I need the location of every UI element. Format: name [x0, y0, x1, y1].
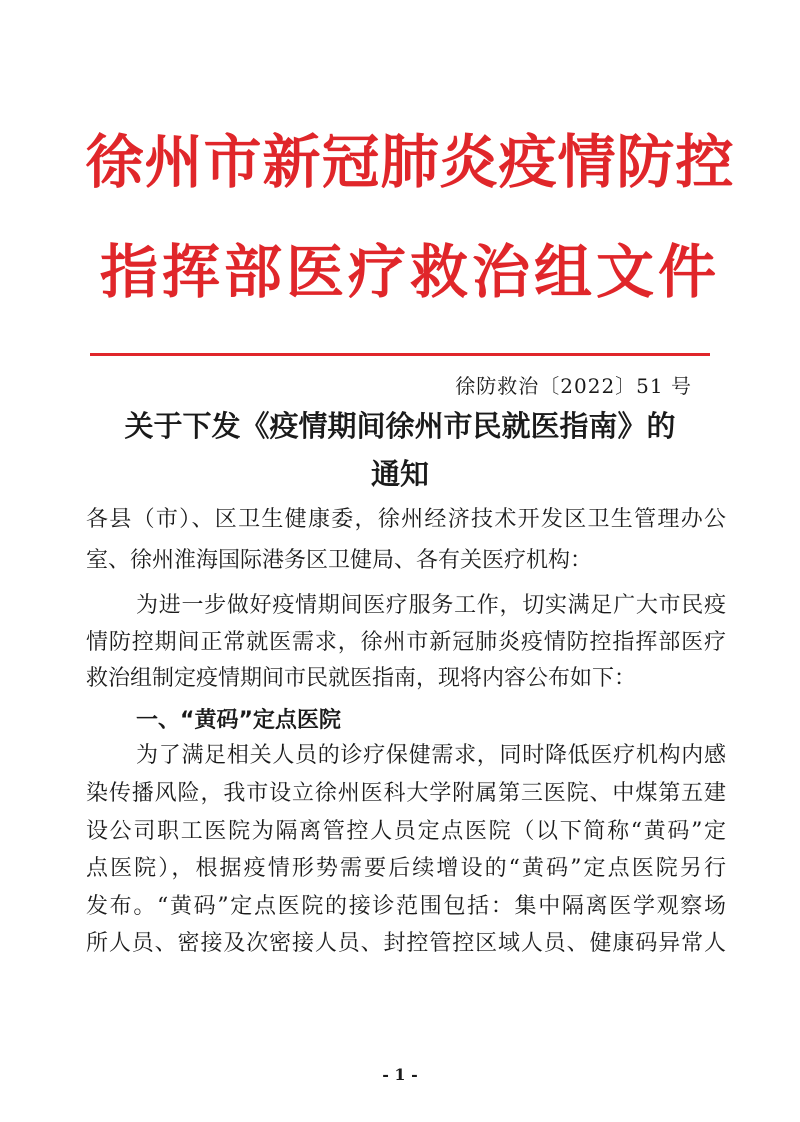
- red-header-rule: [90, 353, 710, 356]
- section1-paragraph-line: 为了满足相关人员的诊疗保健需求，同时降低医疗机构内感: [136, 743, 726, 768]
- intro-paragraph-line: 为进一步做好疫情期间医疗服务工作，切实满足广大市民疫: [136, 593, 726, 618]
- section1-paragraph-line: 点医院），根据疫情形势需要后续增设的“黄码”定点医院另行: [86, 856, 726, 881]
- section1-paragraph-line: 设公司职工医院为隔离管控人员定点医院（以下简称“黄码”定: [86, 819, 726, 844]
- notice-title-line1: 关于下发《疫情期间徐州市民就医指南》的: [124, 409, 676, 443]
- section1-paragraph-line: 所人员、密接及次密接人员、封控管控区域人员、健康码异常人: [86, 931, 726, 956]
- document-header-title-line1: 徐州市新冠肺炎疫情防控: [85, 128, 735, 196]
- section1-paragraph-line: 发布。“黄码”定点医院的接诊范围包括：集中隔离医学观察场: [86, 894, 726, 919]
- addressee-line: 各县（市）、区卫生健康委，徐州经济技术开发区卫生管理办公: [86, 507, 726, 532]
- page-number: - 1 -: [382, 1065, 418, 1084]
- addressee-line: 室、徐州淮海国际港务区卫健局、各有关医疗机构：: [86, 548, 593, 573]
- intro-paragraph-line: 救治组制定疫情期间市民就医指南，现将内容公布如下：: [86, 666, 637, 691]
- notice-title-line2: 通知: [370, 457, 429, 491]
- section-heading-yellow-code-hospital: 一、“黄码”定点医院: [136, 708, 341, 733]
- document-header-title-line2: 指挥部医疗救治组文件: [99, 238, 720, 306]
- intro-paragraph-line: 情防控期间正常就医需求，徐州市新冠肺炎疫情防控指挥部医疗: [86, 630, 726, 655]
- document-number: 徐防救治〔2022〕51 号: [455, 374, 692, 398]
- section1-paragraph-line: 染传播风险，我市设立徐州医科大学附属第三医院、中煤第五建: [86, 781, 726, 806]
